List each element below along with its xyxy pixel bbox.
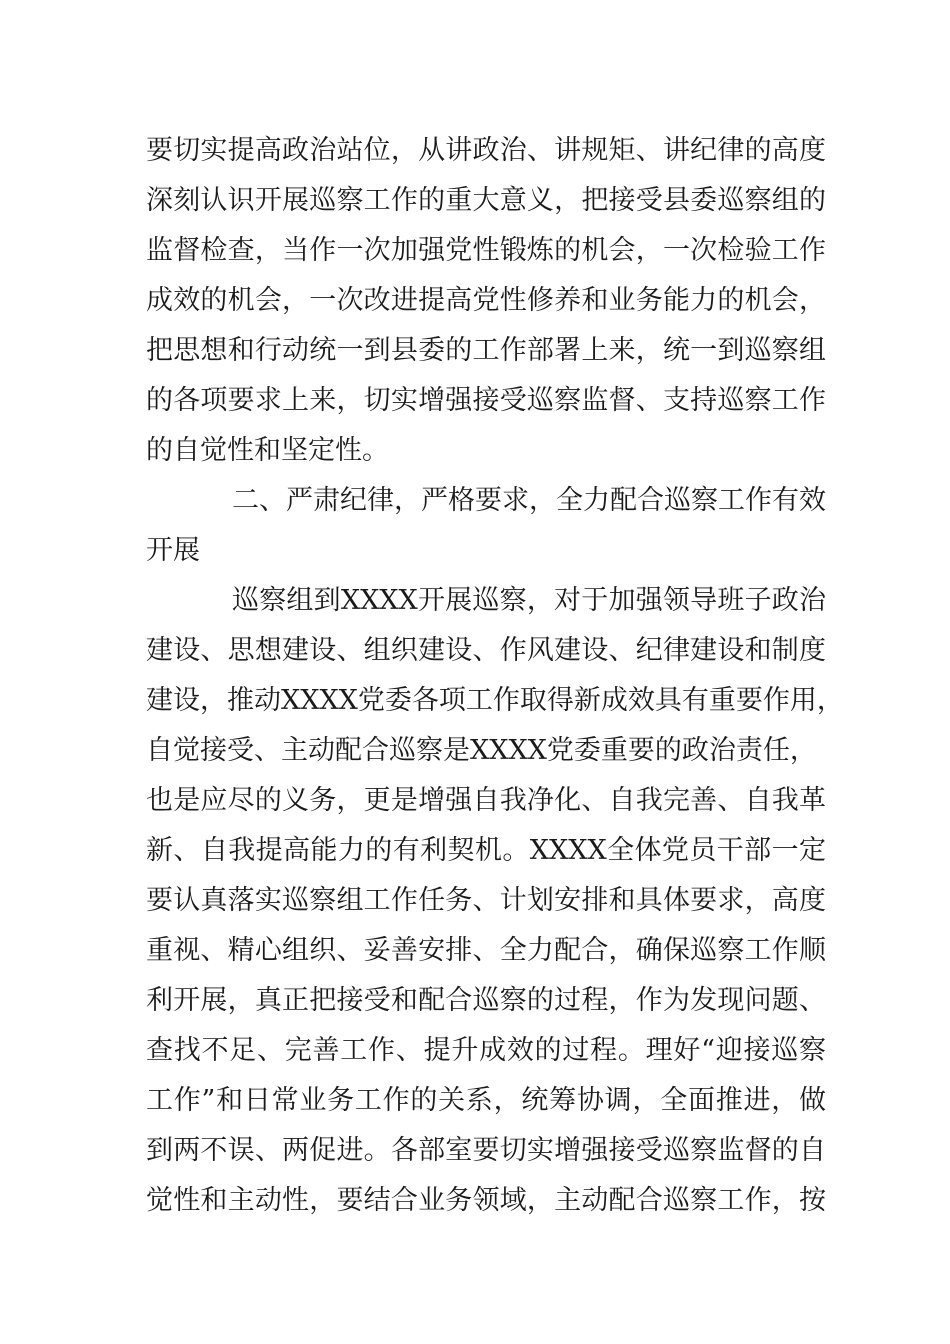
text-line: 的各项要求上来，切实增强接受巡察监督、支持巡察工作	[146, 385, 826, 416]
paragraph-2	[146, 576, 844, 1226]
text-line: 觉性和主动性，要结合业务领域，主动配合巡察工作，按	[146, 1185, 826, 1216]
text-line: 查找不足、完善工作、提升成效的过程。理好“迎接巡察	[146, 1035, 826, 1066]
text-line: 也是应尽的义务，更是增强自我净化、自我完善、自我革	[146, 785, 826, 816]
text-line: 新、自我提高能力的有利契机。XXXX全体党员干部一定	[146, 835, 826, 866]
section-heading	[146, 476, 826, 576]
text-line: 成效的机会，一次改进提高党性修养和业务能力的机会，	[146, 285, 826, 316]
text-line: 到两不误、两促进。各部室要切实增强接受巡察监督的自	[146, 1135, 826, 1166]
text-line: 建设、思想建设、组织建设、作风建设、纪律建设和制度	[146, 635, 826, 666]
document-body	[146, 126, 844, 1226]
text-line: 利开展，真正把接受和配合巡察的过程，作为发现问题、	[146, 985, 826, 1016]
heading-line: 二、严肃纪律，严格要求，全力配合巡察工作有效	[232, 485, 826, 516]
text-line: 把思想和行动统一到县委的工作部署上来，统一到巡察组	[146, 335, 826, 366]
text-line: 巡察组到XXXX开展巡察，对于加强领导班子政治	[232, 585, 826, 616]
text-line: 自觉接受、主动配合巡察是XXXX党委重要的政治责任，	[146, 735, 817, 766]
text-line: 工作”和日常业务工作的关系，统筹协调，全面推进，做	[146, 1085, 826, 1116]
heading-line: 开展	[146, 535, 200, 566]
text-line: 要切实提高政治站位，从讲政治、讲规矩、讲纪律的高度	[146, 135, 826, 166]
text-line: 监督检查，当作一次加强党性锻炼的机会，一次检验工作	[146, 235, 826, 266]
text-line: 深刻认识开展巡察工作的重大意义，把接受县委巡察组的	[146, 185, 826, 216]
text-line: 的自觉性和坚定性。	[146, 435, 389, 466]
text-line: 重视、精心组织、妥善安排、全力配合，确保巡察工作顺	[146, 935, 826, 966]
text-line: 要认真落实巡察组工作任务、计划安排和具体要求，高度	[146, 885, 826, 916]
text-line: 建设，推动XXXX党委各项工作取得新成效具有重要作用，	[146, 685, 844, 716]
paragraph-1	[146, 126, 826, 476]
